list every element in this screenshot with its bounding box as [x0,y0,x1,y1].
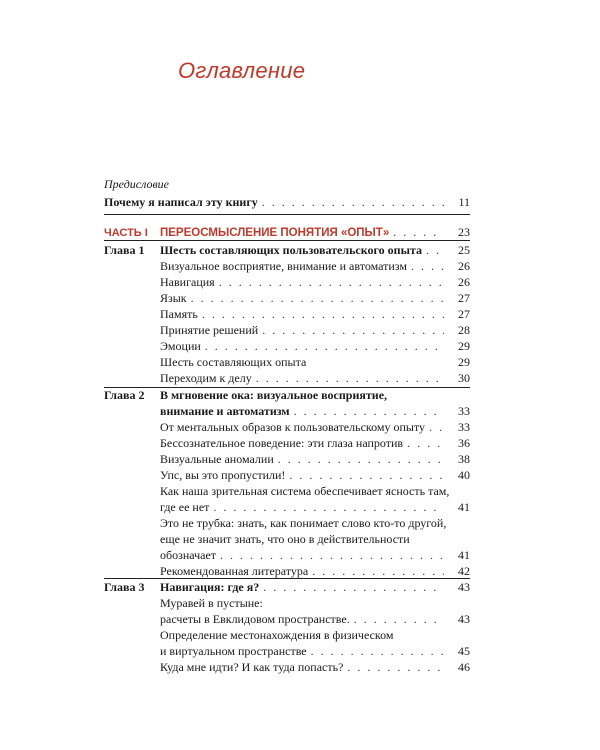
toc-entry-title: От ментальных образов к пользовательскому опыту [160,420,426,434]
toc-entry-title: внимание и автоматизм [160,404,290,418]
toc-entry-title-line1: В мгновение ока: визуальное восприятие, [160,388,388,402]
toc-entry-title: Куда мне идти? И как туда попасть? [160,660,344,674]
toc-entry-chapter-2-line1[interactable] [104,387,470,403]
toc-entry[interactable] [104,354,470,370]
toc-entry[interactable] [104,322,470,338]
leader-dots [219,274,444,290]
toc-entry-chapter-1[interactable] [104,242,470,258]
leader-dots [202,306,444,322]
leader-dots [426,242,444,258]
toc-entry[interactable] [104,435,470,451]
leader-dots [263,579,444,595]
toc-entry-title: Память [160,307,198,321]
toc-page-number: 33 [458,404,470,418]
toc-entry-title: обозначает [160,548,217,562]
toc-page-number: 41 [458,548,470,562]
toc-entry-chapter-3[interactable] [104,579,470,595]
toc-entry[interactable] [104,467,470,483]
leader-dots [256,370,444,386]
leader-dots [294,403,444,419]
toc-entry-title-line1: Определение местонахождения в физическом [160,628,394,642]
leader-dots [262,194,444,210]
leader-dots [278,451,444,467]
toc-entry[interactable] [104,306,470,322]
toc-entry-title: Принятие решений [160,323,259,337]
toc-page-number: 40 [458,468,470,482]
toc-entry-title: Рекомендованная литература [160,564,309,578]
leader-dots [411,258,444,274]
toc-entry-title: Шесть составляющих опыта [160,355,307,369]
toc-entry-preface[interactable] [104,194,470,210]
toc-entry[interactable] [104,290,470,306]
toc-entry-chapter-2[interactable] [104,403,470,419]
toc-entry-title: Бессознательное поведение: эти глаза напротив [160,436,404,450]
toc-page-number: 26 [458,259,470,273]
toc-entry[interactable] [104,499,470,515]
toc-entry[interactable] [104,643,470,659]
toc-page-number: 41 [458,500,470,514]
toc-entry-title: Почему я написал эту книгу [104,195,258,209]
toc-page-number: 38 [458,452,470,466]
toc-entry-part-1[interactable] [104,224,470,240]
toc-entry[interactable] [104,611,470,627]
toc-entry-title: Язык [160,291,187,305]
toc-entry-title: Навигация: где я? [160,580,260,594]
toc-page-number: 33 [458,420,470,434]
toc-entry-title-line1: Муравей в пустыне: [160,596,263,610]
toc-entry[interactable] [104,338,470,354]
divider [104,240,470,241]
leader-dots [393,224,444,240]
chapter-label: Глава 2 [104,388,145,402]
toc-entry-title: Упс, вы это пропустили! [160,468,286,482]
preface-label: Предисловие [104,177,170,191]
leader-dots [312,563,444,579]
toc-page-number: 29 [458,355,470,369]
toc-page-number: 23 [458,225,470,239]
toc-entry[interactable] [104,274,470,290]
toc-entry-title: Навигация [160,275,215,289]
leader-dots [220,547,444,563]
toc-entry-title-line1: Как наша зрительная система обеспечивает ясность там, [160,484,450,498]
toc-page-number: 46 [458,660,470,674]
toc-entry[interactable] [104,419,470,435]
leader-dots [262,322,444,338]
toc-entry[interactable] [104,547,470,563]
toc-page-number: 27 [458,307,470,321]
toc-entry-title: расчеты в Евклидовом пространстве. [160,612,350,626]
toc-page-number: 45 [458,644,470,658]
toc-page-number: 29 [458,339,470,353]
toc-entry-title: Шесть составляющих пользовательского опыта [160,243,422,257]
toc-page-number: 26 [458,275,470,289]
leader-dots [191,290,444,306]
part-label: ЧАСТЬ I [104,227,148,239]
toc-page-number: 30 [458,371,470,385]
toc-page-number: 25 [458,243,470,257]
toc-entry-title: Визуальные аномалии [160,452,274,466]
toc-entry-title: Визуальное восприятие, внимание и автоматизм [160,259,407,273]
toc-entry[interactable] [104,451,470,467]
leader-dots [205,338,444,354]
toc-page-number: 11 [458,195,470,209]
toc-entry-title: и виртуальном пространстве [160,644,307,658]
toc-entry-title: Эмоции [160,339,201,353]
toc-entry-title-line1: Это не трубка: знать, как понимает слово кто-то другой, [160,516,447,530]
toc-entry-title-line2: еще не значит знать, что оно в действительности [160,532,410,546]
toc-entry[interactable] [104,659,470,675]
toc-page-number: 27 [458,291,470,305]
toc-entry-title: ПЕРЕОСМЫСЛЕНИЕ ПОНЯТИЯ «ОПЫТ» [160,227,390,239]
leader-dots [429,419,444,435]
leader-dots [354,611,444,627]
toc-entry[interactable] [104,563,470,579]
toc-page-number: 42 [458,564,470,578]
toc-page-number: 43 [458,580,470,594]
toc-page-number: 36 [458,436,470,450]
toc-entry[interactable] [104,370,470,386]
leader-dots [213,499,444,515]
leader-dots [407,435,444,451]
divider [104,214,470,215]
toc-entry-title: где ее нет [160,500,210,514]
chapter-label: Глава 1 [104,243,145,257]
toc-entry-title: Переходим к делу [160,371,252,385]
page-title: Оглавление [178,58,306,83]
toc-page-number: 43 [458,612,470,626]
chapter-label: Глава 3 [104,580,145,594]
toc-entry[interactable] [104,258,470,274]
leader-dots [347,659,444,675]
leader-dots [289,467,444,483]
leader-dots [311,643,444,659]
toc-page-number: 28 [458,323,470,337]
